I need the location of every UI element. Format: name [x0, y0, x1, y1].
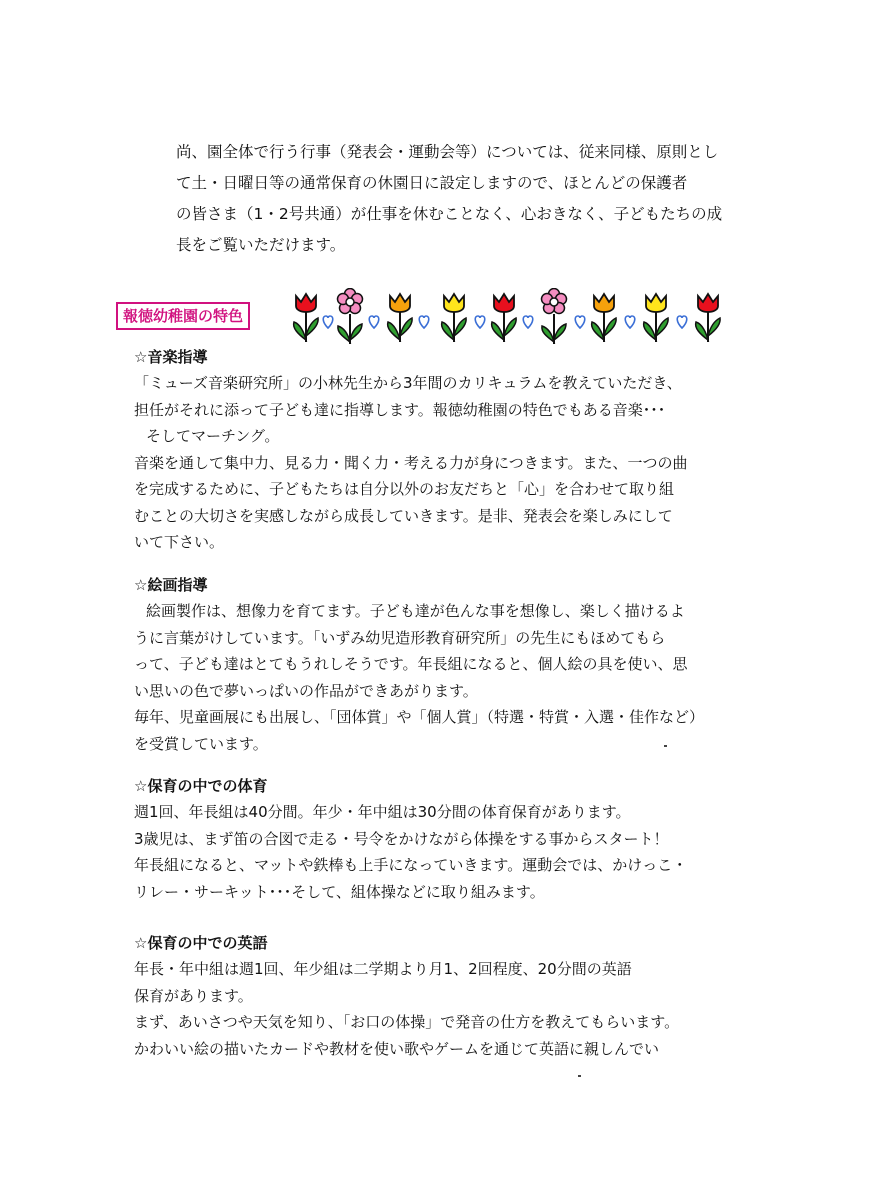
section-music — [134, 344, 734, 556]
intro-line: 尚、園全体で行う行事（発表会・運動会等）については、従来同様、原則とし — [176, 143, 719, 161]
intro-paragraph — [176, 137, 736, 261]
intro-line: て土・日曜日等の通常保育の休園日に設定しますので、ほとんどの保護者 — [176, 174, 688, 192]
section-line: 年長・年中組は週1回、年少組は二学期より月1、2回程度、20分間の英語 — [134, 960, 632, 978]
section-line: かわいい絵の描いたカードや教材を使い歌やゲームを通じて英語に親しんでい — [134, 1039, 660, 1058]
section-line: 担任がそれに添って子ども達に指導します。報徳幼稚園の特色でもある音楽･･･ — [134, 400, 666, 419]
section-line: 毎年、児童画展にも出展し、「団体賞」や「個人賞」（特選・特賞・入選・佳作など） — [134, 708, 705, 726]
section-drawing — [134, 572, 734, 757]
section-english — [134, 930, 734, 1062]
section-title: ☆絵画指導 — [134, 576, 208, 594]
section-line: リレー・サーキット･･･そして、組体操などに取り組みます。 — [134, 882, 545, 901]
heart-icon — [369, 316, 379, 328]
heart-icon — [475, 316, 485, 328]
tulip-yellow-icon — [644, 294, 669, 342]
section-title: ☆保育の中での英語 — [134, 934, 268, 952]
scan-speck — [578, 1075, 581, 1077]
section-line: 年長組になると、マットや鉄棒も上手になっていきます。運動会では、かけっこ・ — [134, 856, 688, 874]
intro-line: 長をご覧いただけます。 — [176, 236, 346, 254]
section-line: 「ミューズ音楽研究所」の小林先生から3年間のカリキュラムを教えていただき、 — [134, 374, 682, 392]
tulip-yellow-icon — [442, 294, 467, 342]
section-line: むことの大切さを実感しながら成長していきます。是非、発表会を楽しみにして — [134, 506, 673, 525]
heart-icon — [625, 316, 635, 328]
heart-icon — [323, 316, 333, 328]
scan-speck — [664, 745, 667, 747]
section-line: 絵画製作は、想像力を育てます。子ども達が色んな事を想像し、楽しく描けるよ — [146, 602, 685, 620]
heart-icon — [677, 316, 687, 328]
section-line: うに言葉がけしています。「いずみ幼児造形教育研究所」の先生にもほめてもら — [134, 628, 666, 647]
section-title: ☆音楽指導 — [134, 348, 208, 366]
section-line: いて下さい。 — [134, 533, 225, 551]
flower-border-illustration — [290, 288, 730, 344]
section-line: い思いの色で夢いっぱいの作品ができあがります。 — [134, 681, 478, 700]
section-line: って、子ども達はとてもうれしそうです。年長組になると、個人絵の具を使い、思 — [134, 655, 688, 673]
flower-pink-icon — [338, 289, 363, 345]
heart-icon — [575, 316, 585, 328]
section-line: 3歳児は、まず笛の合図で走る・号令をかけながら体操をする事からスタート！ — [134, 829, 669, 848]
section-physical-education — [134, 773, 734, 905]
intro-line: の皆さま（1・2号共通）が仕事を休むことなく、心おきなく、子どもたちの成 — [176, 205, 723, 223]
feature-title-box: 報徳幼稚園の特色 — [116, 302, 250, 330]
section-line: そしてマーチング。 — [146, 427, 280, 445]
section-line: まず、あいさつや天気を知り、「お口の体操」で発音の仕方を教えてもらいます。 — [134, 1013, 680, 1031]
tulip-red-icon — [696, 294, 721, 342]
section-line: 保育があります。 — [134, 986, 253, 1005]
section-line: 週1回、年長組は40分間。年少・年中組は30分間の体育保育があります。 — [134, 803, 631, 821]
heart-icon — [523, 316, 533, 328]
section-line: 音楽を通して集中力、見る力・聞く力・考える力が身につきます。また、一つの曲 — [134, 453, 688, 472]
section-line: を受賞しています。 — [134, 734, 268, 753]
tulip-orange-icon — [388, 294, 413, 342]
tulip-red-icon — [492, 294, 517, 342]
tulip-orange-icon — [592, 294, 617, 342]
section-line: を完成するために、子どもたちは自分以外のお友だちと「心」を合わせて取り組 — [134, 480, 675, 498]
flower-pink-icon — [542, 289, 567, 345]
heart-icon — [419, 316, 429, 328]
tulip-red-icon — [294, 294, 319, 342]
section-title: ☆保育の中での体育 — [134, 777, 268, 795]
